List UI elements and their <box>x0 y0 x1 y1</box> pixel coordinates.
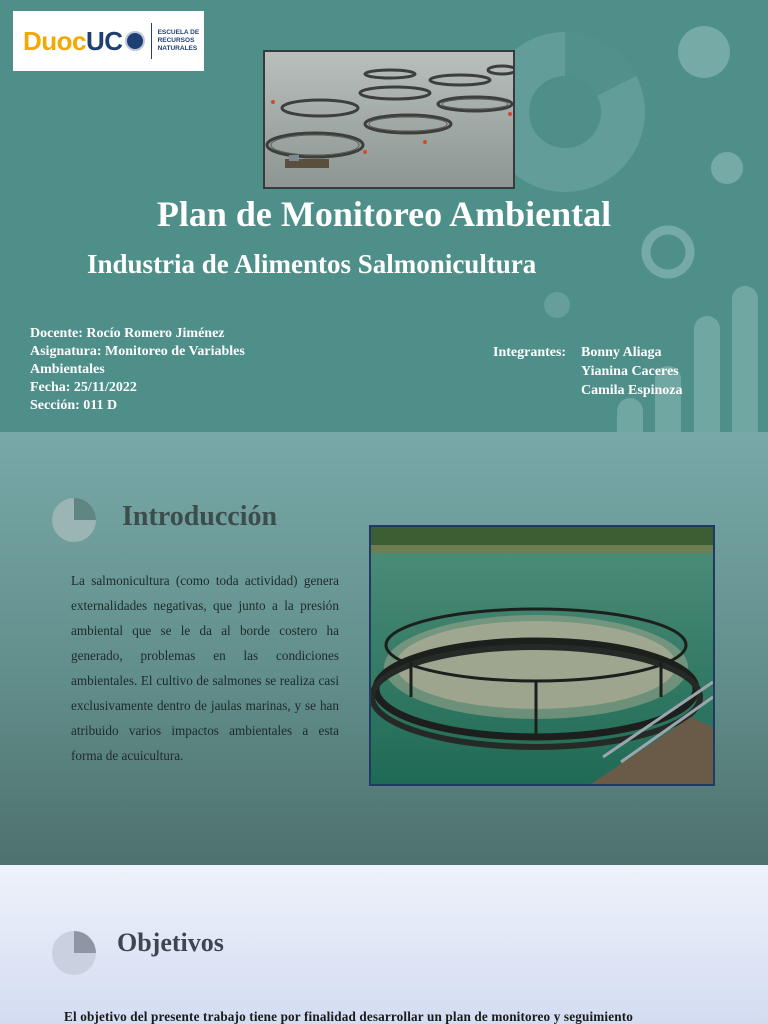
bar-decoration <box>617 398 643 432</box>
member-name: Yianina Caceres <box>581 364 679 379</box>
quarter-circle-decoration <box>52 931 96 975</box>
ring-decoration <box>646 230 690 274</box>
docente-text: Docente: Rocío Romero Jiménez <box>30 326 225 341</box>
salmon-cage-illustration <box>371 527 713 784</box>
course-info <box>30 325 280 415</box>
title-slide <box>0 0 768 432</box>
presentation-title: Plan de Monitoreo Ambiental <box>156 194 612 234</box>
logo-uc-text: UC <box>86 25 123 56</box>
objectives-paragraph: El objetivo del presente trabajo tiene por finalidad desarrollar un plan de monitoreo y seguimiento <box>64 1009 633 1024</box>
introduction-slide <box>0 432 768 865</box>
asignatura-text: Asignatura: Monitoreo de Variables Ambientales <box>30 344 245 377</box>
logo-school-text: ESCUELA DE RECURSOS NATURALES <box>157 29 200 52</box>
presentation-subtitle: Industria de Alimentos Salmonicultura <box>87 249 537 279</box>
quarter-circle-decoration <box>52 498 96 542</box>
member-name: Bonny Aliaga <box>581 345 662 360</box>
small-circle-decoration <box>678 26 730 78</box>
seal-icon <box>125 31 145 51</box>
fecha-text: Fecha: 25/11/2022 <box>30 380 137 395</box>
team-members <box>493 343 683 400</box>
member-name: Camila Espinoza <box>581 383 683 398</box>
introduction-paragraph: La salmonicultura (como toda actividad) genera externalidades negativas, que junto a la presión ambiental que se le da al borde costero ha generado, problemas en las condiciones ambientales. El cultivo de salmones se realiza casi exclusivamente dentro de jaulas marinas, y se han atribuido varios impactos ambientales a esta forma de acuicultura. <box>71 573 339 763</box>
introduction-heading: Introducción <box>122 501 278 532</box>
salmon-farm-aerial-photo <box>263 50 515 189</box>
tiny-dot-decoration <box>544 292 570 318</box>
salmon-cages-illustration <box>265 52 513 187</box>
integrantes-label: Integrantes: <box>493 345 567 360</box>
duoc-uc-logo <box>13 11 204 71</box>
objectives-heading: Objetivos <box>117 928 224 957</box>
bar-decoration <box>732 286 758 432</box>
bar-decoration <box>694 316 720 432</box>
salmon-cage-photo <box>369 525 715 786</box>
objectives-slide <box>0 865 768 1024</box>
dot-decoration <box>711 152 743 184</box>
seccion-text: Sección: 011 D <box>30 398 118 413</box>
logo-divider <box>151 23 152 59</box>
logo-duoc-text: Duoc <box>23 25 86 56</box>
